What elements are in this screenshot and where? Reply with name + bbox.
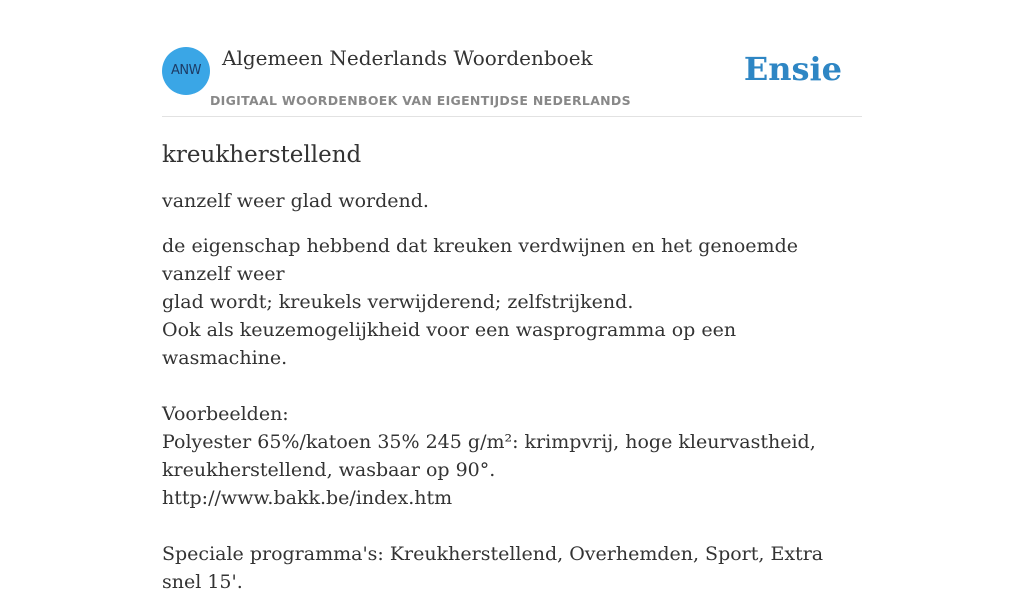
long-definition — [162, 232, 862, 596]
examples-label: Voorbeelden: — [162, 403, 289, 425]
definition-line: Ook als keuzemogelijkheid voor een wasprogramma op een wasmachine. — [162, 319, 737, 369]
example-text: Speciale programma's: Kreukherstellend, Overhemden, Sport, Extra snel 15'. — [162, 543, 824, 593]
anw-logo[interactable]: ANW — [162, 47, 210, 95]
short-definition: vanzelf weer glad wordend. — [162, 190, 429, 212]
example-text: kreukherstellend, wasbaar op 90°. — [162, 459, 496, 481]
definition-line: de eigenschap hebbend dat kreuken verdwijnen en het genoemde vanzelf weer — [162, 235, 798, 285]
definition-line: glad wordt; kreukels verwijderend; zelfstrijkend. — [162, 291, 634, 313]
example-text: Polyester 65%/katoen 35% 245 g/m²: krimpvrij, hoge kleurvastheid, — [162, 431, 816, 453]
site-header — [162, 40, 862, 117]
site-subtitle: DIGITAAL WOORDENBOEK VAN EIGENTIJDSE NEDERLANDS — [210, 93, 631, 108]
example-source: http://www.bakk.be/index.htm — [162, 487, 453, 509]
spacer — [162, 372, 862, 400]
spacer — [162, 512, 862, 540]
entry-headword: kreukherstellend — [162, 142, 362, 168]
ensie-brand-logo[interactable]: Ensie — [743, 50, 842, 88]
site-title[interactable]: Algemeen Nederlands Woordenboek — [222, 46, 593, 70]
entry-content — [162, 138, 862, 596]
